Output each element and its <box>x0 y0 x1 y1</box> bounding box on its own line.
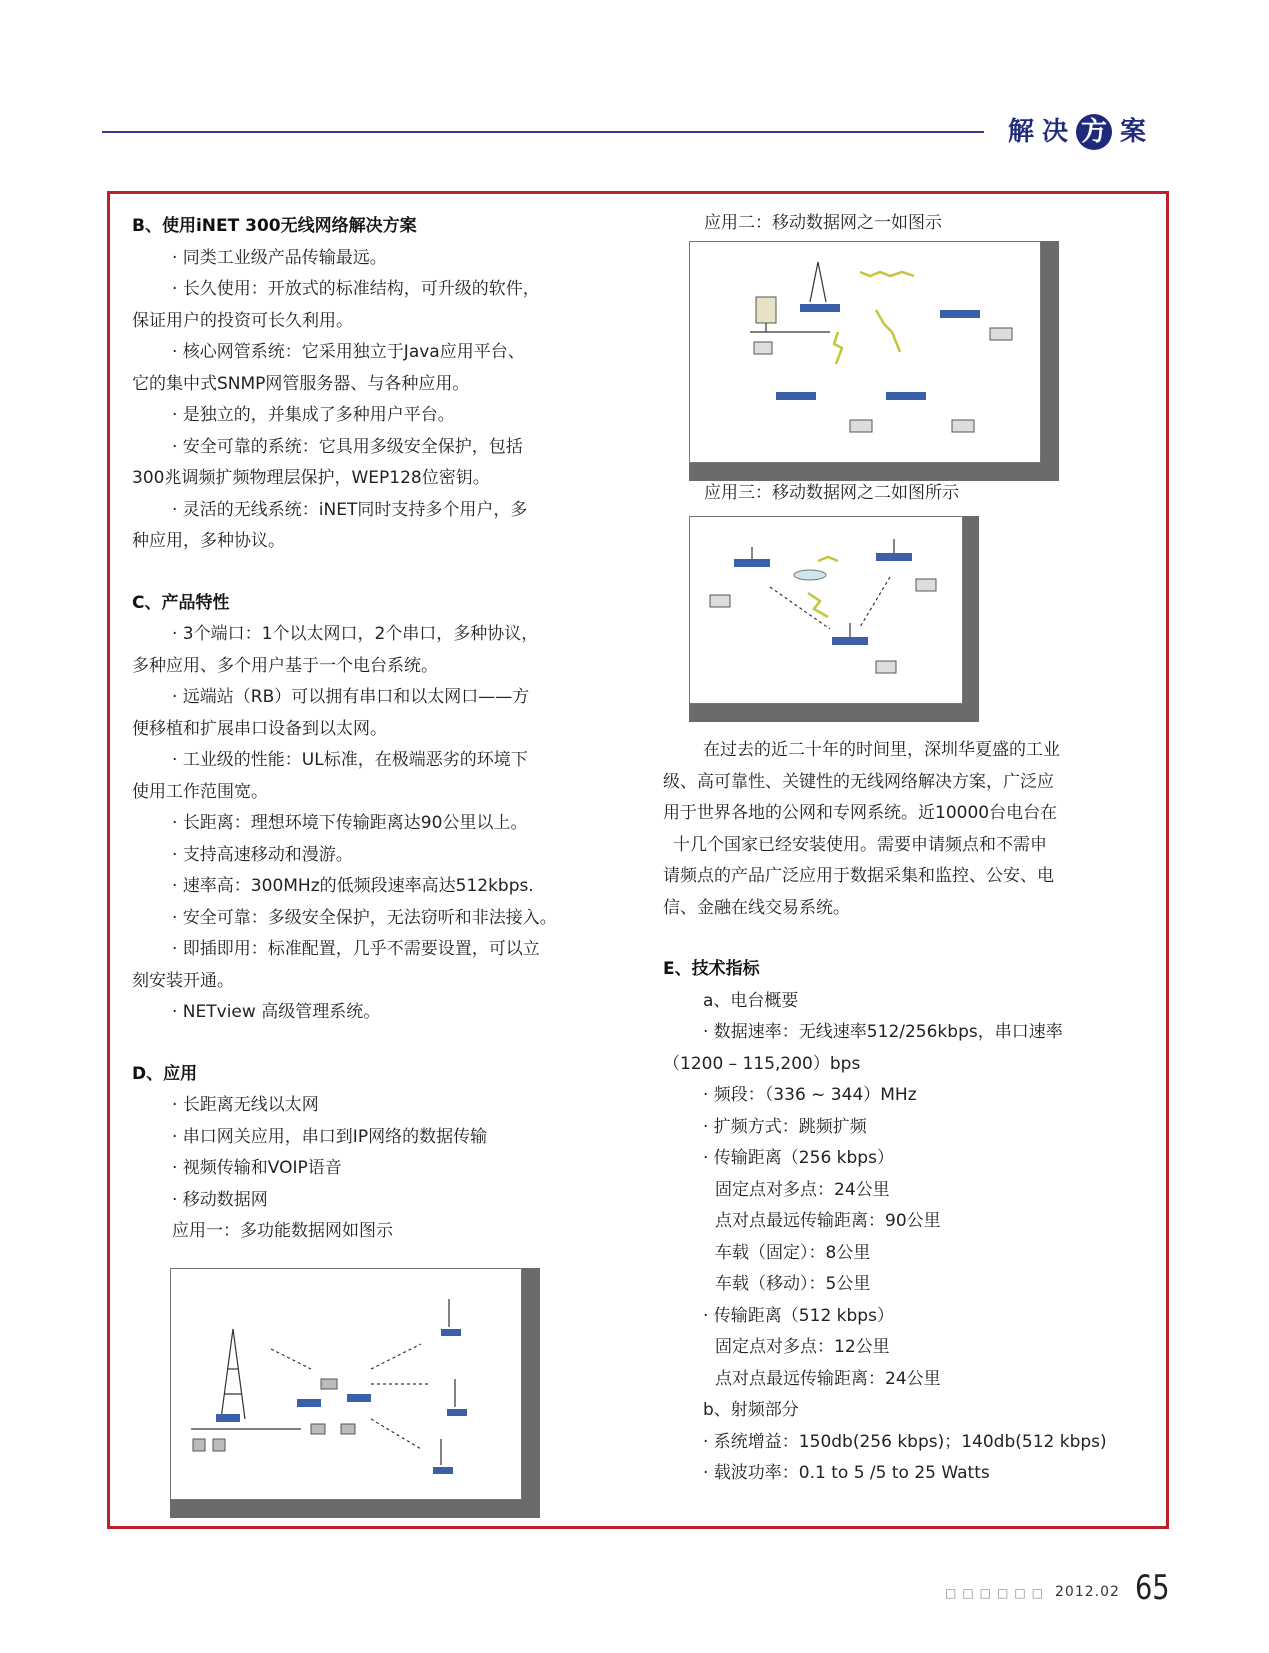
c-line: 使用工作范围宽。 <box>132 781 268 802</box>
c-line: 便移植和扩展串口设备到以太网。 <box>132 718 387 739</box>
fig2-caption-block <box>704 208 1124 240</box>
e-rate: · 数据速率：无线速率512/256kbps，串口速率 <box>703 1022 1063 1042</box>
c-line: · 安全可靠：多级安全保护，无法窃听和非法接入。 <box>172 907 557 928</box>
c-line: · 远端站（RB）可以拥有串口和以太网口——方 <box>172 687 530 707</box>
d-line: · 长距离无线以太网 <box>172 1095 319 1115</box>
d-figure-caption: 应用一：多功能数据网如图示 <box>172 1221 393 1241</box>
intro-line: 请频点的产品广泛应用于数据采集和监控、公安、电 <box>663 866 1054 886</box>
b-line: · 安全可靠的系统：它具用多级安全保护，包括 <box>172 436 523 457</box>
intro-line: 信、金融在线交易系统。 <box>663 897 850 918</box>
c-line: · 速率高：300MHz的低频段速率高达512kbps. <box>172 876 534 896</box>
c-line: · 支持高速移动和漫游。 <box>172 844 353 865</box>
e-spread: · 扩频方式：跳频扩频 <box>703 1116 867 1137</box>
c-line: · 3个端口：1个以太网口，2个串口，多种协议， <box>172 624 539 644</box>
e-gain: · 系统增益：150db(256 kbps)；140db(512 kbps) <box>703 1431 1107 1452</box>
e-b-title: b、射频部分 <box>703 1400 799 1420</box>
e-band: · 频段：（336 ~ 344）MHz <box>703 1085 917 1105</box>
c-line: · NETview 高级管理系统。 <box>172 1002 381 1022</box>
e-dist-256-item: 点对点最远传输距离：90公里 <box>715 1211 941 1231</box>
section-d-heading: D、应用 <box>132 1063 198 1084</box>
page-number: 65 <box>1135 1568 1170 1608</box>
c-line: 多种应用、多个用户基于一个电台系统。 <box>132 655 438 676</box>
section-c-heading: C、产品特性 <box>132 592 230 613</box>
network-diagram-3 <box>690 517 964 705</box>
fig3-caption-block <box>704 478 1124 510</box>
d-line: · 串口网关应用，串口到IP网络的数据传输 <box>172 1126 488 1147</box>
figure-application-3 <box>689 516 979 722</box>
footer-date: 2012.02 <box>1055 1584 1120 1600</box>
intro-line: 十几个国家已经安装使用。需要申请频点和不需申 <box>673 834 1047 855</box>
header-rule <box>102 131 984 133</box>
c-line: · 长距离：理想环境下传输距离达90公里以上。 <box>172 813 528 833</box>
figure-application-2 <box>689 241 1059 481</box>
b-line: 保证用户的投资可长久利用。 <box>132 310 353 331</box>
network-diagram-1 <box>171 1269 523 1501</box>
e-dist-512-item: 点对点最远传输距离：24公里 <box>715 1368 941 1389</box>
e-dist-512: · 传输距离（512 kbps） <box>703 1305 894 1326</box>
fig3-caption: 应用三：移动数据网之二如图所示 <box>704 483 959 503</box>
figure-application-1 <box>170 1268 540 1518</box>
e-dist-256: · 传输距离（256 kbps） <box>703 1148 894 1168</box>
e-dist-512-item: 固定点对多点：12公里 <box>715 1337 890 1357</box>
e-a-title: a、电台概要 <box>703 990 799 1011</box>
d-line: · 视频传输和VOIP语音 <box>172 1158 342 1178</box>
network-diagram-2 <box>690 242 1042 464</box>
b-line: 它的集中式SNMP网管服务器、与各种应用。 <box>132 373 470 394</box>
right-column <box>663 735 1153 1490</box>
c-line: · 工业级的性能：UL标准，在极端恶劣的环境下 <box>172 750 528 770</box>
section-title: 解决 方 案 <box>1008 111 1154 150</box>
b-line: · 核心网管系统：它采用独立于Java应用平台、 <box>172 342 525 362</box>
e-dist-256-item: 固定点对多点：24公里 <box>715 1179 890 1200</box>
section-title-badge: 方 <box>1076 114 1112 150</box>
e-dist-256-item: 车载（移动）：5公里 <box>715 1274 871 1294</box>
footer-magazine-name: □□□□□□ <box>945 1586 1050 1600</box>
d-line: · 移动数据网 <box>172 1189 268 1210</box>
c-line: 刻安装开通。 <box>132 970 234 991</box>
b-line: · 灵活的无线系统：iNET同时支持多个用户，多 <box>172 499 528 520</box>
e-rate-cont: （1200 – 115,200）bps <box>663 1053 861 1074</box>
b-line: 300兆调频扩频物理层保护，WEP128位密钥。 <box>132 468 490 488</box>
intro-line: 在过去的近二十年的时间里，深圳华夏盛的工业 <box>703 740 1060 760</box>
fig2-caption: 应用二：移动数据网之一如图示 <box>704 213 942 233</box>
c-line: · 即插即用：标准配置，几乎不需要设置，可以立 <box>172 939 540 959</box>
b-line: 种应用，多种协议。 <box>132 531 285 551</box>
left-column <box>132 211 627 1248</box>
b-line: · 长久使用：开放式的标准结构，可升级的软件， <box>172 279 540 299</box>
section-e-heading: E、技术指标 <box>663 959 760 979</box>
intro-line: 用于世界各地的公网和专网系统。近10000台电台在 <box>663 803 1058 823</box>
section-b-heading: B、使用iNET 300无线网络解决方案 <box>132 216 417 236</box>
e-power: · 载波功率：0.1 to 5 /5 to 25 Watts <box>703 1463 990 1483</box>
b-line: · 同类工业级产品传输最远。 <box>172 247 387 268</box>
intro-line: 级、高可靠性、关键性的无线网络解决方案，广泛应 <box>663 771 1054 792</box>
e-dist-256-item: 车载（固定）：8公里 <box>715 1242 871 1263</box>
b-line: · 是独立的，并集成了多种用户平台。 <box>172 405 455 425</box>
